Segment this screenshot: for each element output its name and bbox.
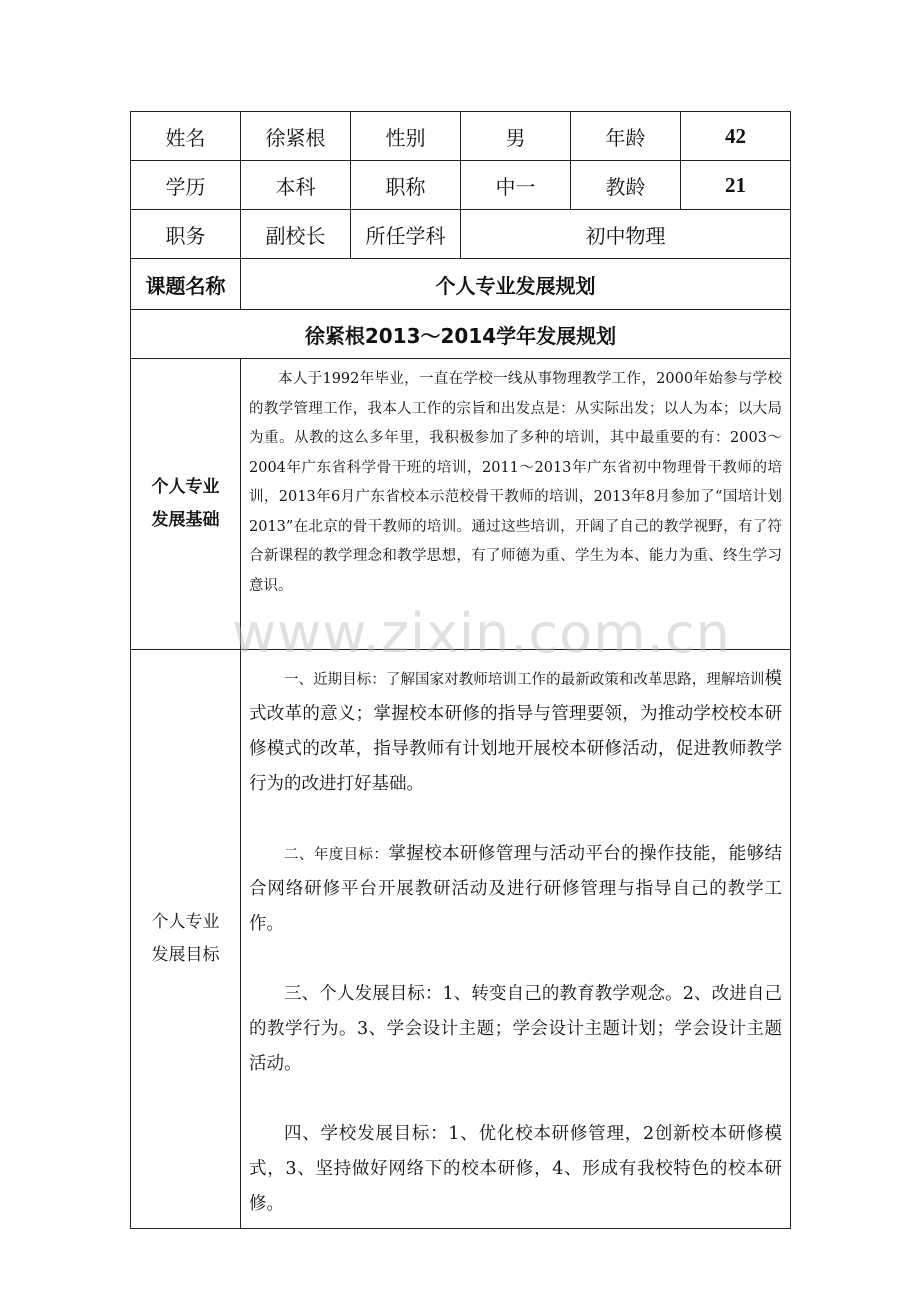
topic-value: 个人专业发展规划	[241, 259, 791, 310]
goals-paragraph-2-rest: 掌握校本研修管理与活动平台的操作技能，能够结合网络研修平台开展教研活动及进行研修管理与指导自己的教学工作。	[249, 844, 782, 934]
form-row-plan-title	[131, 310, 791, 359]
basis-text-cell	[241, 359, 791, 650]
basis-label-line2: 发展基础	[151, 510, 220, 530]
education-value: 本科	[241, 161, 351, 210]
watermark-text: www.zixin.com.cn	[232, 602, 731, 665]
age-value: 42	[681, 112, 791, 161]
form-row-basis	[131, 359, 791, 650]
goals-label	[131, 650, 241, 1229]
name-value: 徐紧根	[241, 112, 351, 161]
name-label: 姓名	[131, 112, 241, 161]
teaching-years-value: 21	[681, 161, 791, 210]
basis-label	[131, 359, 241, 650]
position-label: 职务	[131, 210, 241, 259]
goals-label-line1: 个人专业	[151, 912, 220, 932]
basis-text: 本人于1992年毕业，一直在学校一线从事物理教学工作，2000年始参与学校的教学管理工作，我本人工作的宗旨和出发点是：从实际出发；以人为本；以大局为重。从教的这么多年里，我积极参加了多种的培训，其中最重要的有：2003～2004年广东省科学骨干班的培训，2011～2013年广东省初中物理骨干教师的培训，2013年6月广东省校本示范校骨干教师的培训，2013年8月参加了“国培计划2013”在北京的骨干教师的培训。通过这些培训，开阔了自己的教学视野，有了符合新课程的教学理念和教学思想，有了师德为重、学生为本、能力为重、终生学习意识。	[249, 371, 782, 594]
teacher-plan-form	[130, 111, 791, 1229]
form-row-position	[131, 210, 791, 259]
education-label: 学历	[131, 161, 241, 210]
goals-paragraph-1-lead: 一、近期目标：了解国家对教师培训工作的最新政策和改革思路，理解培训	[284, 672, 765, 688]
goals-text-cell	[241, 650, 791, 1229]
goals-paragraph-1-rest: 模式改革的意义；掌握校本研修的指导与管理要领，为推动学校校本研修模式的改革，指导教师有计划地开展校本研修活动，促进教师教学行为的改进打好基础。	[249, 669, 782, 794]
subject-value: 初中物理	[461, 210, 791, 259]
gender-label: 性别	[351, 112, 461, 161]
plan-title: 徐紧根2013～2014学年发展规划	[131, 310, 791, 359]
age-label: 年龄	[571, 112, 681, 161]
goals-paragraph-1	[249, 662, 782, 802]
goals-paragraph-2-lead: 二、年度目标：	[284, 847, 389, 863]
teaching-years-label: 教龄	[571, 161, 681, 210]
title-value: 中一	[461, 161, 571, 210]
gender-value: 男	[461, 112, 571, 161]
goals-paragraph-2	[249, 837, 782, 942]
form-row-goals	[131, 650, 791, 1229]
form-row-topic	[131, 259, 791, 310]
form-row-basic-info	[131, 112, 791, 161]
basis-label-line1: 个人专业	[151, 477, 220, 497]
title-label: 职称	[351, 161, 461, 210]
goals-label-line2: 发展目标	[151, 945, 220, 965]
topic-label: 课题名称	[131, 259, 241, 310]
goals-paragraph-3: 三、个人发展目标：1、转变自己的教育教学观念。2、改进自己的教学行为。3、学会设计主题；学会设计主题计划；学会设计主题活动。	[249, 984, 782, 1074]
subject-label: 所任学科	[351, 210, 461, 259]
position-value: 副校长	[241, 210, 351, 259]
form-row-education	[131, 161, 791, 210]
goals-paragraph-4: 四、学校发展目标：1、优化校本研修管理，2创新校本研修模式，3、坚持做好网络下的校本研修，4、形成有我校特色的校本研修。	[249, 1124, 782, 1214]
